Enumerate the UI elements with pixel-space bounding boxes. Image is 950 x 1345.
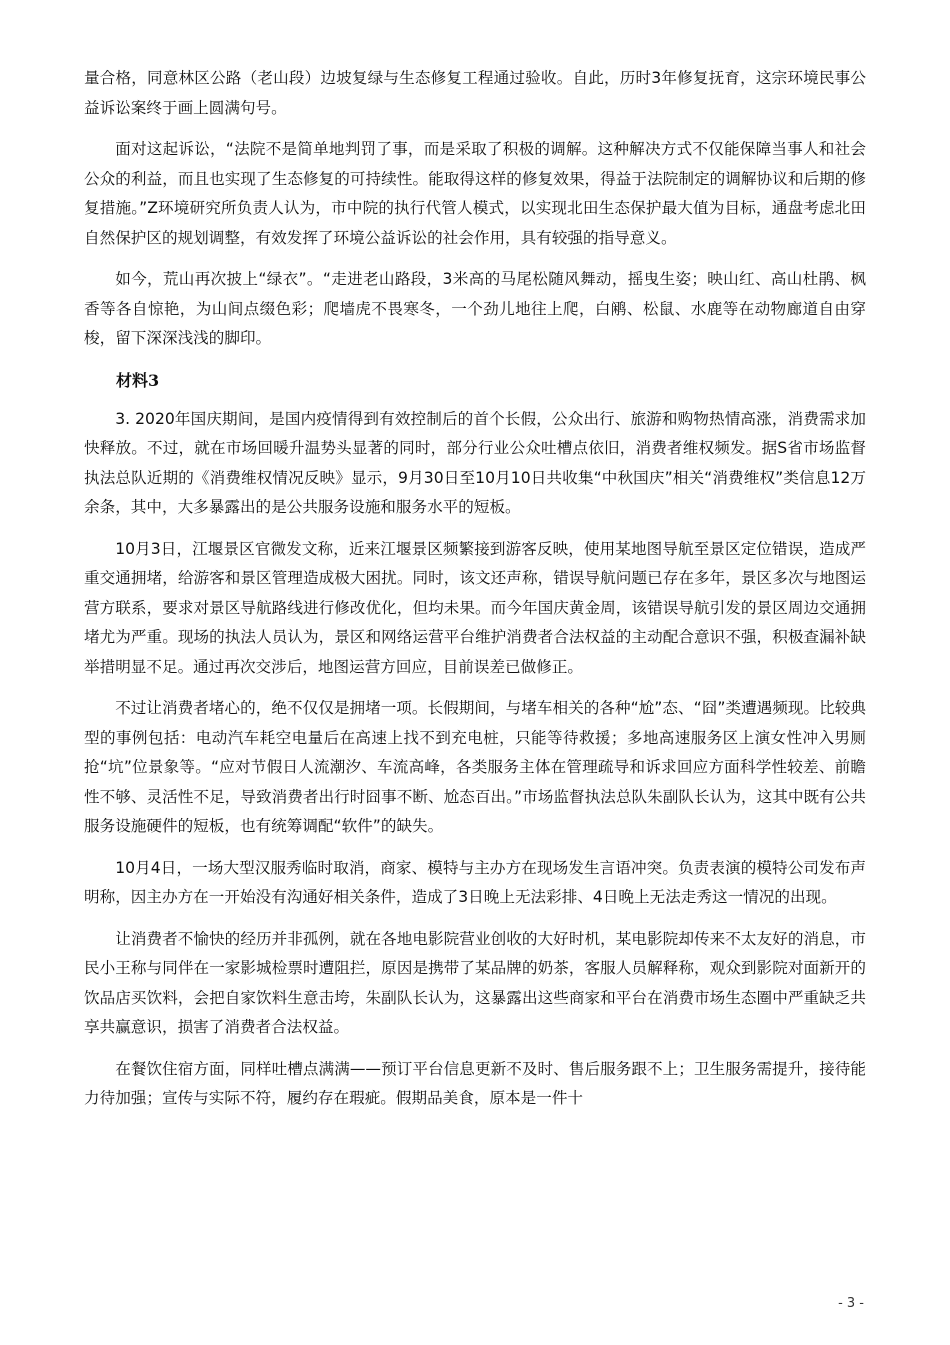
paragraph-hanfu-show: 10月4日，一场大型汉服秀临时取消，商家、模特与主办方在现场发生言语冲突。负责表演的模特公司发布声明称，因主办方在一开始没有沟通好相关条件，造成了3日晚上无法彩排、4日晚上无法走秀这一情况的出现。 bbox=[84, 858, 866, 906]
paragraph-continuation: 量合格，同意林区公路（老山段）边坡复绿与生态修复工程通过验收。自此，历时3年修复抚育，这宗环境民事公益诉讼案终于画上圆满句号。 bbox=[84, 69, 866, 117]
paragraph-navigation-error: 10月3日，江堰景区官微发文称，近来江堰景区频繁接到游客反映，使用某地图导航至景区定位错误，造成严重交通拥堵，给游客和景区管理造成极大困扰。同时，该文还声称，错误导航问题已存在多年，景区多次与地图运营方联系，要求对景区导航路线进行修改优化，但均未果。而今年国庆黄金周，该错误导航引发的景区周边交通拥堵尤为严重。现场的执法人员认为，景区和网络运营平台维护消费者合法权益的主动配合意识不强，积极查漏补缺举措明显不足。通过再次交涉后，地图运营方回应，目前误差已做修正。 bbox=[84, 539, 866, 676]
paragraph-national-day-consumption: 3. 2020年国庆期间，是国内疫情得到有效控制后的首个长假，公众出行、旅游和购物热情高涨，消费需求加快释放。不过，就在市场回暖升温势头显著的同时，部分行业公众吐槽点依旧，消费者维权频发。据S省市场监督执法总队近期的《消费维权情况反映》显示，9月30日至10月10日共收集“中秋国庆”相关“消费维权”类信息12万余条，其中，大多暴露出的是公共服务设施和服务水平的短板。 bbox=[84, 409, 866, 516]
paragraph-court-mediation: 面对这起诉讼，“法院不是简单地判罚了事，而是采取了积极的调解。这种解决方式不仅能保障当事人和社会公众的利益，而且也实现了生态修复的可持续性。能取得这样的修复效果，得益于法院制定的调解协议和后期的修复措施。”Z环境研究所负责人认为，市中院的执行代管人模式，以实现北田生态保护最大值为目标，通盘考虑北田自然保护区的规划调整，有效发挥了环境公益诉讼的社会作用，具有较强的指导意义。 bbox=[84, 140, 866, 247]
paragraph-cinema-milk-tea: 让消费者不愉快的经历并非孤例，就在各地电影院营业创收的大好时机，某电影院却传来不太友好的消息，市民小王称与同伴在一家影城检票时遭阻拦，原因是携带了某品牌的奶茶，客服人员解释称，观众到影院对面新开的饮品店买饮料，会把自家饮料生意击垮，朱副队长认为，这暴露出这些商家和平台在消费市场生态圈中严重缺乏共享共赢意识，损害了消费者合法权益。 bbox=[84, 929, 866, 1036]
paragraph-green-mountain: 如今，荒山再次披上“绿衣”。“走进老山路段，3米高的马尾松随风舞动，摇曳生姿；映山红、高山杜鹃、枫香等各自惊艳，为山间点缀色彩；爬墙虎不畏寒冬，一个劲儿地往上爬，白鹇、松鼠、水鹿等在动物廊道自由穿梭，留下深深浅浅的脚印。 bbox=[84, 270, 866, 347]
paragraph-catering-lodging: 在餐饮住宿方面，同样吐槽点满满——预订平台信息更新不及时、售后服务跟不上；卫生服务需提升，接待能力待加强；宣传与实际不符，履约存在瑕疵。假期品美食，原本是一件十 bbox=[84, 1059, 866, 1107]
page-number: - 3 - bbox=[838, 1296, 864, 1311]
paragraph-traffic-troubles: 不过让消费者堵心的，绝不仅仅是拥堵一项。长假期间，与堵车相关的各种“尬”态、“囧”类遭遇频现。比较典型的事例包括：电动汽车耗空电量后在高速上找不到充电桩，只能等待救援；多地高速服务区上演女性冲入男厕抢“坑”位景象等。“应对节假日人流潮汐、车流高峰，各类服务主体在管理疏导和诉求回应方面科学性较差、前瞻性不够、灵活性不足，导致消费者出行时囧事不断、尬态百出。”市场监督执法总队朱副队长认为，这其中既有公共服务设施硬件的短板，也有统筹调配“软件”的缺失。 bbox=[84, 699, 866, 835]
section-heading-material-3: 材料3 bbox=[116, 370, 160, 390]
